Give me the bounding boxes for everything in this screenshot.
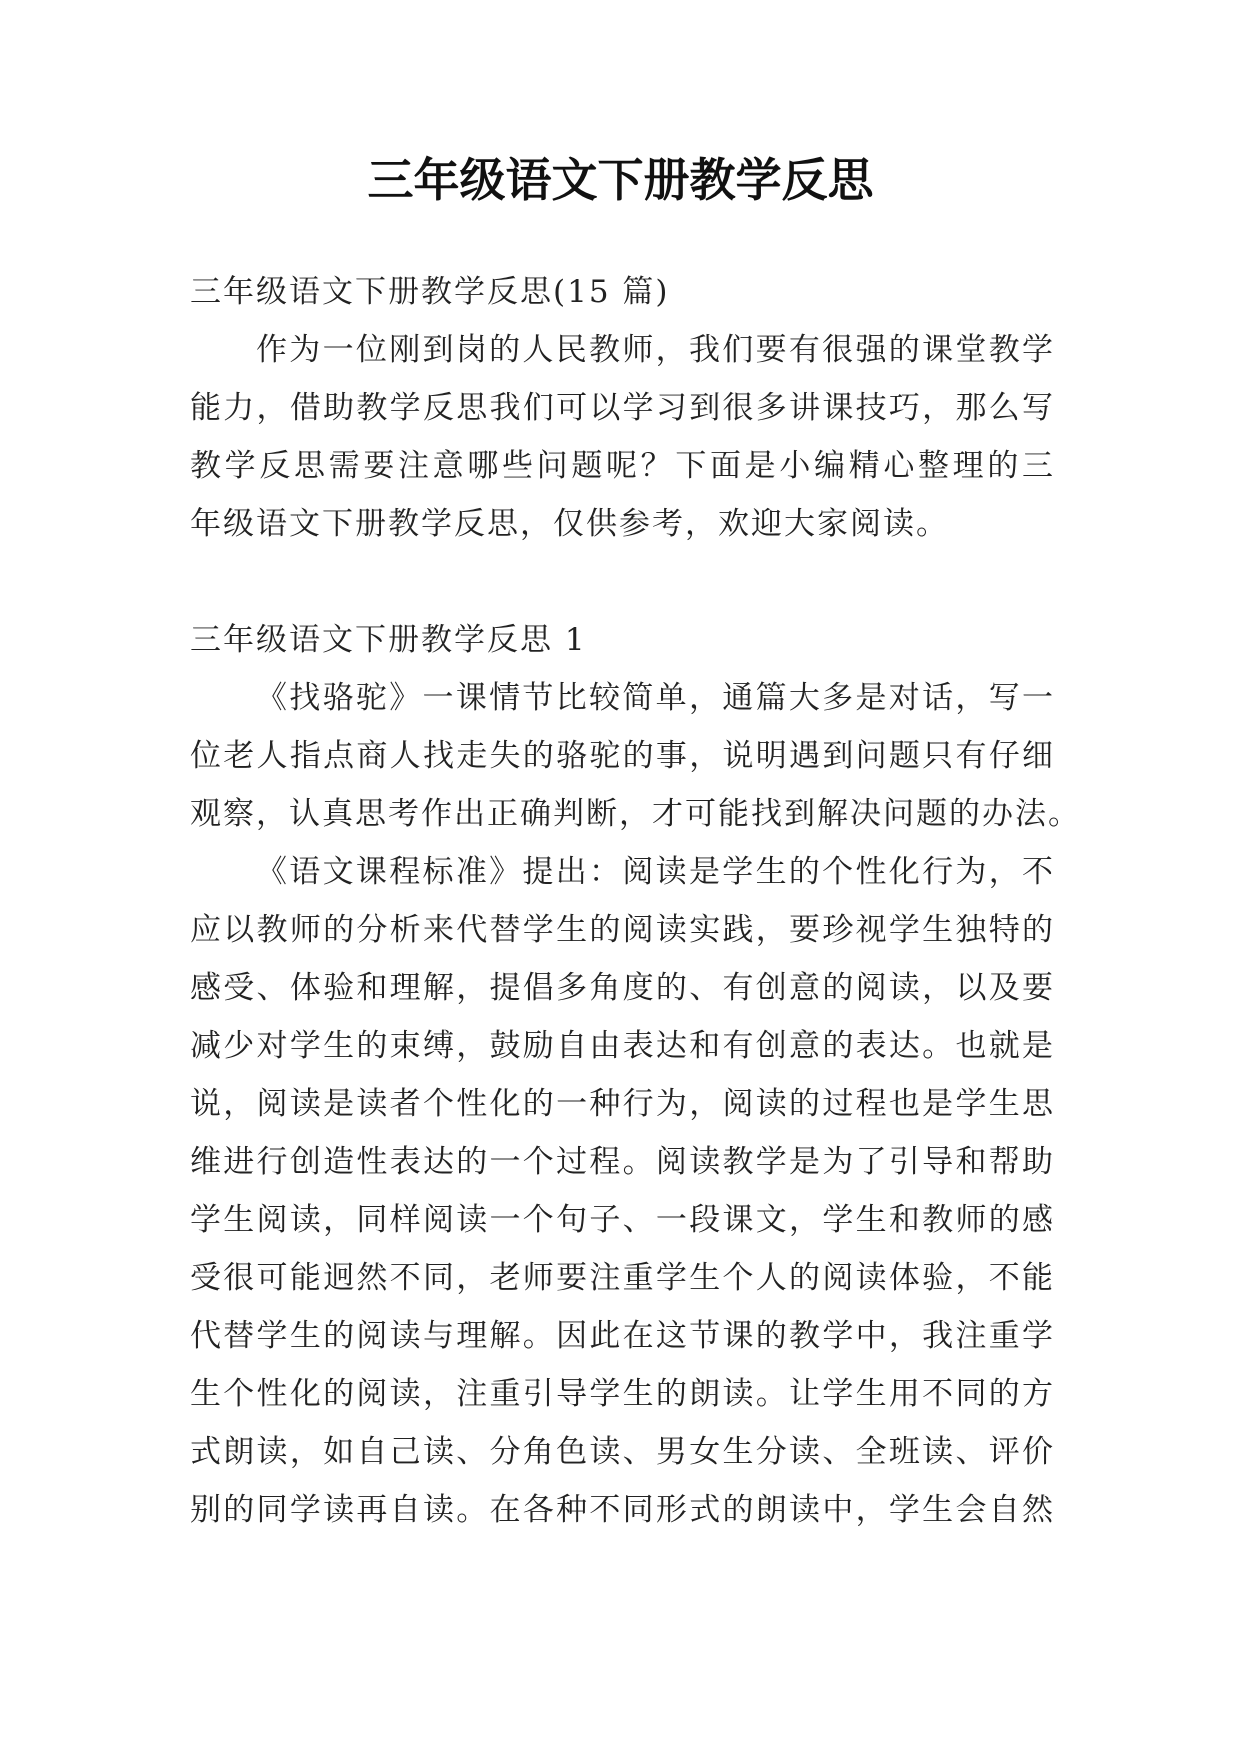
paragraph-line: 代替学生的阅读与理解。因此在这节课的教学中，我注重学 [190,1318,1055,1354]
paragraph-line: 说，阅读是读者个性化的一种行为，阅读的过程也是学生思 [190,1086,1055,1122]
intro-line: 能力，借助教学反思我们可以学习到很多讲课技巧，那么写 [190,390,1055,426]
intro-line: 作为一位刚到岗的人民教师，我们要有很强的课堂教学 [256,332,1055,368]
paragraph-line: 《找骆驼》一课情节比较简单，通篇大多是对话，写一 [256,680,1055,716]
paragraph-line: 受很可能迥然不同，老师要注重学生个人的阅读体验，不能 [190,1260,1055,1296]
paragraph-line: 位老人指点商人找走失的骆驼的事，说明遇到问题只有仔细 [190,738,1055,774]
paragraph-line: 感受、体验和理解，提倡多角度的、有创意的阅读，以及要 [190,970,1055,1006]
document-title: 三年级语文下册教学反思 [367,153,874,207]
intro-line: 年级语文下册教学反思，仅供参考，欢迎大家阅读。 [190,506,949,542]
paragraph-line: 式朗读，如自己读、分角色读、男女生分读、全班读、评价 [190,1434,1055,1470]
paragraph-line: 生个性化的阅读，注重引导学生的朗读。让学生用不同的方 [190,1376,1055,1412]
paragraph-gap [190,553,1055,611]
paragraph-line: 应以教师的分析来代替学生的阅读实践，要珍视学生独特的 [190,912,1055,948]
paragraph-line: 《语文课程标准》提出：阅读是学生的个性化行为，不 [256,854,1055,890]
intro-heading: 三年级语文下册教学反思(15 篇) [190,274,670,310]
document-body [190,263,1081,1539]
paragraph-line: 维进行创造性表达的一个过程。阅读教学是为了引导和帮助 [190,1144,1055,1180]
intro-line: 教学反思需要注意哪些问题呢？下面是小编精心整理的三 [190,448,1055,484]
paragraph-line: 观察，认真思考作出正确判断，才可能找到解决问题的办法。 [190,796,1081,832]
paragraph-line: 减少对学生的束缚，鼓励自由表达和有创意的表达。也就是 [190,1028,1055,1064]
section-heading: 三年级语文下册教学反思 1 [190,622,587,658]
paragraph-line: 别的同学读再自读。在各种不同形式的朗读中，学生会自然 [190,1492,1055,1528]
paragraph-line: 学生阅读，同样阅读一个句子、一段课文，学生和教师的感 [190,1202,1055,1238]
